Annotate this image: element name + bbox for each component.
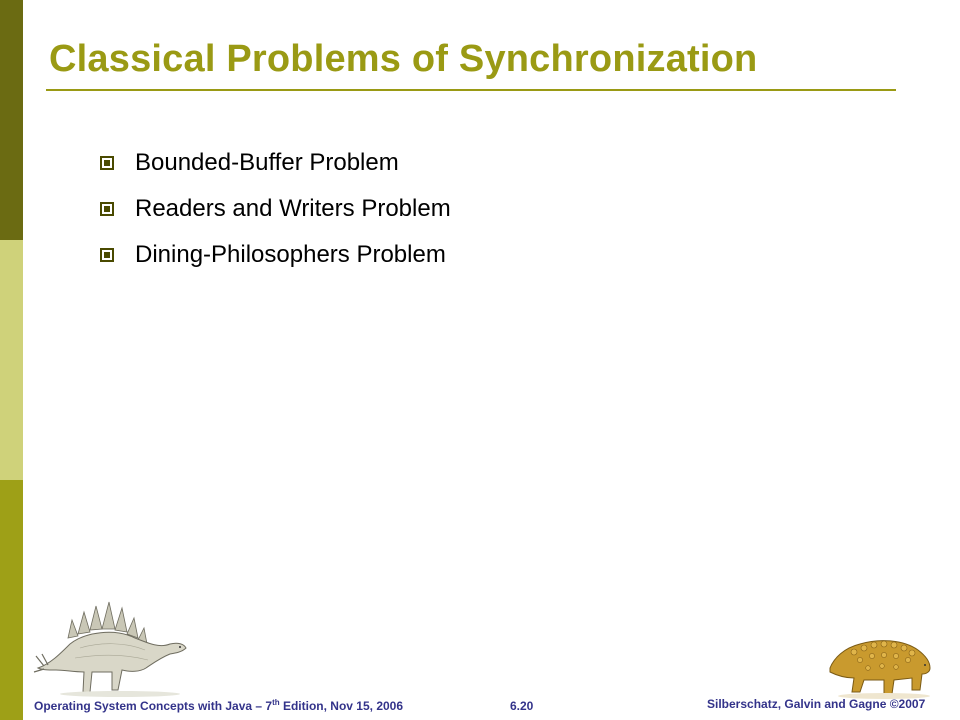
bullet-item: [100, 232, 451, 278]
square-bullet-icon: [100, 202, 114, 216]
footer-copyright: Silberschatz, Galvin and Gagne ©2007: [707, 697, 926, 711]
footer-book-info: [34, 699, 403, 713]
sidebar-band-dark: [0, 0, 23, 240]
footer-book-prefix: Operating System Concepts with Java – 7: [34, 699, 273, 713]
footer-book-suffix: Edition, Nov 15, 2006: [279, 699, 404, 713]
square-bullet-icon: [100, 156, 114, 170]
bullet-label: Dining-Philosophers Problem: [135, 241, 446, 268]
sidebar-band-mid: [0, 480, 23, 720]
bullet-item: [100, 140, 451, 186]
footer-book-sup: th: [272, 698, 280, 707]
square-bullet-icon: [100, 248, 114, 262]
slide-title: Classical Problems of Synchronization: [49, 38, 758, 80]
sidebar-band-light: [0, 240, 23, 480]
bullet-item: [100, 186, 451, 232]
slide-number: 6.20: [510, 699, 534, 713]
title-underline: [46, 89, 896, 91]
stegosaurus-icon: [30, 598, 190, 698]
ankylosaurus-icon: [824, 628, 934, 700]
bullet-list: [100, 140, 451, 278]
bullet-label: Bounded-Buffer Problem: [135, 149, 399, 176]
bullet-label: Readers and Writers Problem: [135, 195, 451, 222]
